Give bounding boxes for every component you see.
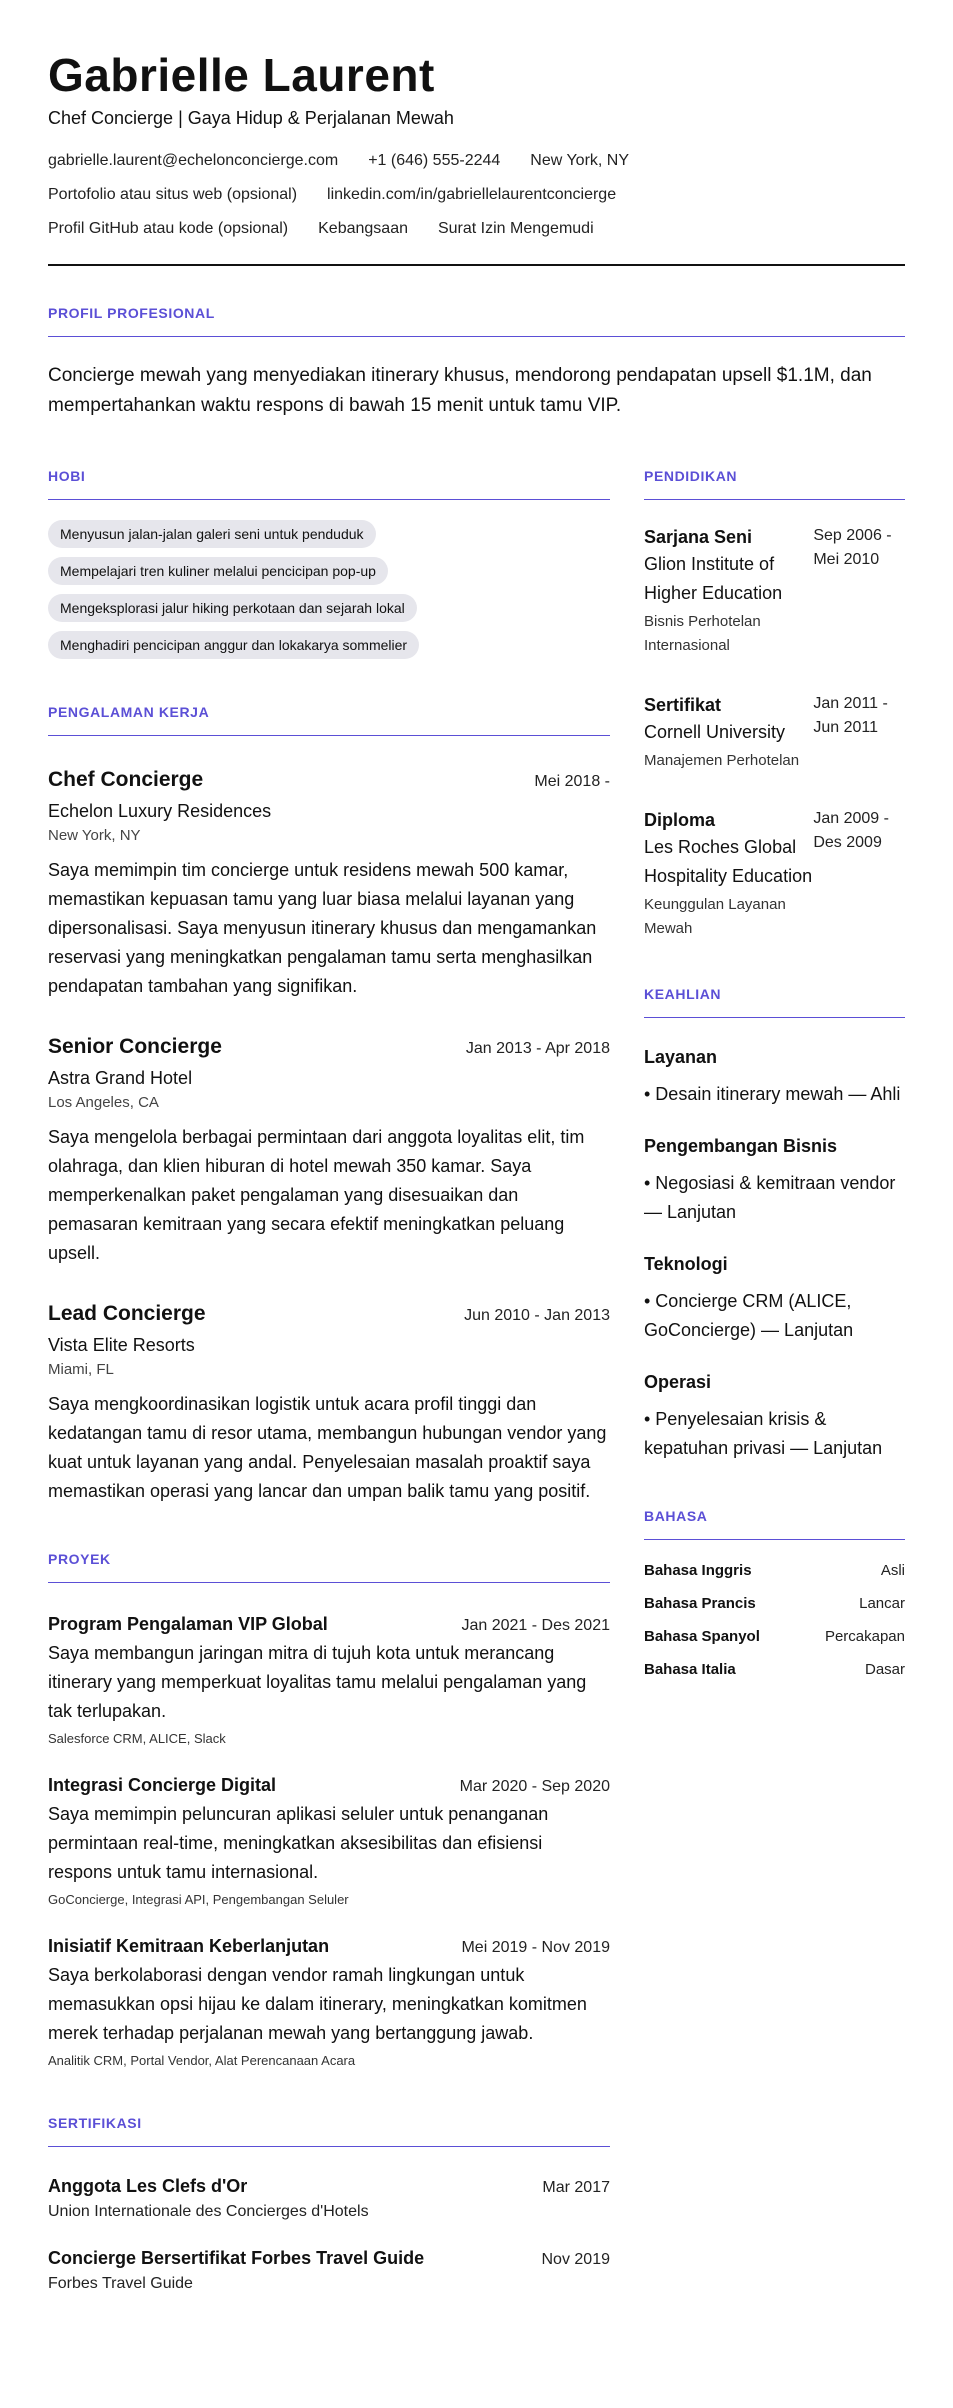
section-title: HOBI [48,468,86,484]
skill-item: • Concierge CRM (ALICE, GoConcierge) — Lanjutan [644,1291,854,1340]
section-title: PENDIDIKAN [644,468,738,484]
job-entry [48,1300,610,1506]
language-name: Bahasa Spanyol [644,1628,760,1645]
job-location: Miami, FL [48,1361,114,1378]
certification-entry [48,2245,610,2295]
project-description: Saya membangun jaringan mitra di tujuh kota untuk merancang itinerary yang memperkuat loyalitas tamu melalui pengalaman yang tak terlupakan. [48,1643,587,1721]
section-divider [644,1539,905,1540]
section-divider [48,499,610,500]
profile-section [48,304,905,421]
section-title: BAHASA [644,1508,708,1524]
hobby-chip: Mengeksplorasi jalur hiking perkotaan dan sejarah lokal [48,594,417,622]
job-entry [48,1033,610,1268]
job-entry [48,766,610,1001]
hobby-chip: Menghadiri pencicipan anggur dan lokakarya sommelier [48,631,419,659]
hobby-chips [48,520,610,659]
project-description: Saya memimpin peluncuran aplikasi seluler untuk penanganan permintaan real-time, meningkatkan aksesibilitas dan efisiensi respons untuk tamu internasional. [48,1804,549,1882]
language-name: Bahasa Prancis [644,1595,756,1612]
job-date: Jun 2010 - Jan 2013 [464,1307,610,1324]
skill-group [644,1044,905,1109]
project-date: Mei 2019 - Nov 2019 [461,1939,610,1956]
section-title: PROFIL PROFESIONAL [48,305,215,321]
experience-section [48,703,610,1506]
job-location: Los Angeles, CA [48,1094,159,1111]
education-field: Bisnis Perhotelan Internasional [644,613,761,654]
education-field: Keunggulan Layanan Mewah [644,896,786,937]
section-title: PROYEK [48,1551,111,1567]
language-level: Percakapan [824,1628,905,1645]
contact-row-1 [48,150,905,172]
language-level: Dasar [864,1661,905,1678]
education-degree: Sarjana Seni [644,527,753,547]
language-level: Asli [880,1562,905,1579]
certification-date: Mar 2017 [542,2179,610,2196]
project-description: Saya berkolaborasi dengan vendor ramah lingkungan untuk memasukkan opsi hijau ke dalam itinerary, meningkatkan komitmen merek terhadap perjalanan mewah yang bertanggung jawab. [48,1965,587,2043]
job-title: Chef Concierge [48,768,204,791]
certification-org: Union Internationale des Concierges d'Hotels [48,2203,369,2220]
certification-org: Forbes Travel Guide [48,2275,193,2292]
education-degree: Sertifikat [644,695,722,715]
job-company: Astra Grand Hotel [48,1068,193,1088]
job-location: New York, NY [48,827,141,844]
education-section [644,467,905,941]
skill-category: Pengembangan Bisnis [644,1136,838,1156]
right-column [644,467,905,2295]
headline: Chef Concierge | Gaya Hidup & Perjalanan Mewah [48,108,454,128]
project-tech: Salesforce CRM, ALICE, Slack [48,1731,226,1746]
project-entry [48,1772,610,1909]
skill-category: Layanan [644,1047,718,1067]
candidate-name: Gabrielle Laurent [48,49,435,101]
education-school: Cornell University [644,722,786,742]
job-company: Echelon Luxury Residences [48,801,272,821]
skill-group [644,1369,905,1463]
contact-row-2 [48,184,905,206]
section-divider [644,1017,905,1018]
certification-entry [48,2173,610,2223]
project-entry [48,1933,610,2070]
project-tech: GoConcierge, Integrasi API, Pengembangan Seluler [48,1892,349,1907]
job-company: Vista Elite Resorts [48,1335,195,1355]
hobby-chip: Menyusun jalan-jalan galeri seni untuk penduduk [48,520,376,548]
education-school: Glion Institute of Higher Education [644,554,783,603]
contact-row-3 [48,218,905,240]
language-level: Lancar [859,1595,905,1612]
project-tech: Analitik CRM, Portal Vendor, Alat Perencanaan Acara [48,2053,356,2068]
job-date: Jan 2013 - Apr 2018 [465,1040,610,1057]
header-divider [48,264,905,266]
section-divider [644,499,905,500]
certification-title: Anggota Les Clefs d'Or [48,2176,248,2196]
certification-date: Nov 2019 [541,2251,610,2268]
education-degree: Diploma [644,810,716,830]
job-description: Saya mengkoordinasikan logistik untuk acara profil tinggi dan kedatangan tamu di resor utama, membangun hubungan vendor yang kuat untuk layanan yang andal. Penyelesaian masalah proaktif saya memastikan operasi yang lancar dan umpan balik tamu yang positif. [48,1394,607,1501]
skill-category: Teknologi [644,1254,728,1274]
skill-group [644,1133,905,1227]
language-row [644,1659,905,1681]
skill-group [644,1251,905,1345]
section-divider [48,2146,610,2147]
certification-title: Concierge Bersertifikat Forbes Travel Guide [48,2248,425,2268]
drivers-license: Surat Izin Mengemudi [437,220,594,237]
skills-section [644,985,905,1463]
two-column-layout [48,467,905,2295]
skill-category: Operasi [644,1372,712,1392]
hobby-chip: Mempelajari tren kuliner melalui pencicipan pop-up [48,557,388,585]
section-divider [48,1582,610,1583]
project-date: Jan 2021 - Des 2021 [461,1617,610,1634]
language-row [644,1560,905,1582]
location: New York, NY [530,152,630,169]
nationality: Kebangsaan [318,220,408,237]
section-divider [48,336,905,337]
education-field: Manajemen Perhotelan [644,752,800,769]
phone[interactable]: +1 (646) 555-2244 [368,152,501,169]
education-entry [644,807,905,941]
skill-item: • Penyelesaian krisis & kepatuhan privasi — Lanjutan [644,1409,883,1458]
project-date: Mar 2020 - Sep 2020 [459,1778,610,1795]
linkedin-link[interactable]: linkedin.com/in/gabriellelaurentconcierge [327,186,617,203]
section-title: PENGALAMAN KERJA [48,704,210,720]
language-row [644,1593,905,1615]
job-description: Saya mengelola berbagai permintaan dari anggota loyalitas elit, tim olahraga, dan klien hiburan di hotel mewah 350 kamar. Saya memperkenalkan paket pengalaman yang disesuaikan dan pemasaran kemitraan yang secara efektif meningkatkan peluang upsell. [48,1127,585,1263]
projects-section [48,1550,610,2070]
section-title: SERTIFIKASI [48,2115,142,2131]
skill-item: • Desain itinerary mewah — Ahli [644,1084,901,1104]
job-title: Senior Concierge [48,1035,222,1058]
job-description: Saya memimpin tim concierge untuk residens mewah 500 kamar, memastikan kepuasan tamu yang luar biasa melalui layanan yang dipersonalisasi. Saya menyusun itinerary khusus dan mengamankan reservasi yang meningkatkan pengalaman tamu serta menghasilkan pendapatan tambahan yang signifikan. [48,860,597,996]
education-entry [644,692,905,773]
education-entry [644,524,905,658]
left-column [48,467,610,2295]
project-title: Program Pengalaman VIP Global [48,1614,328,1634]
job-title: Lead Concierge [48,1302,206,1325]
education-date: Sep 2006 - Mei 2010 [813,527,892,568]
email[interactable]: gabrielle.laurent@echelonconcierge.com [48,152,339,169]
resume-header [48,48,905,266]
skill-item: • Negosiasi & kemitraan vendor — Lanjutan [644,1173,896,1222]
portfolio-link[interactable]: Portofolio atau situs web (opsional) [48,186,298,203]
hobbies-section [48,467,610,659]
language-name: Bahasa Italia [644,1661,736,1678]
languages-section [644,1507,905,1681]
github-link[interactable]: Profil GitHub atau kode (opsional) [48,220,289,237]
section-title: KEAHLIAN [644,986,722,1002]
section-divider [48,735,610,736]
language-name: Bahasa Inggris [644,1562,752,1579]
education-school: Les Roches Global Hospitality Education [644,837,813,886]
job-date: Mei 2018 - [534,773,610,790]
education-date: Jan 2011 - Jun 2011 [813,695,888,736]
profile-text: Concierge mewah yang menyediakan itinerary khusus, mendorong pendapatan upsell $1.1M, dan mempertahankan waktu respons di bawah 15 menit untuk tamu VIP. [48,365,872,416]
language-row [644,1626,905,1648]
project-title: Integrasi Concierge Digital [48,1775,277,1795]
project-entry [48,1611,610,1748]
certifications-section [48,2114,610,2295]
education-date: Jan 2009 - Des 2009 [813,810,889,851]
project-title: Inisiatif Kemitraan Keberlanjutan [48,1936,330,1956]
